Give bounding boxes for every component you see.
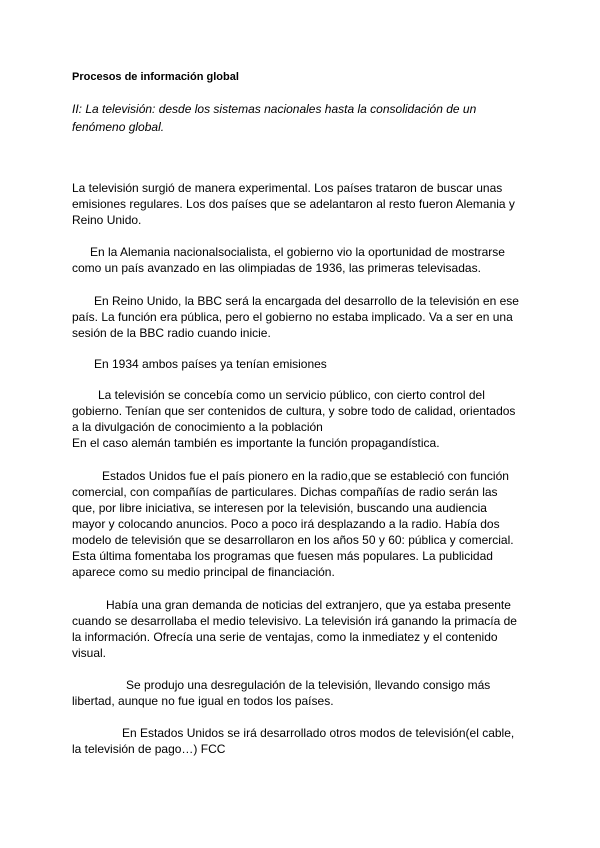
text-line: sesión de la BBC radio cuando inicie.: [72, 326, 271, 340]
text-line: cuando se desarrollaba el medio televisivo. La televisión irá ganando la primacía de: [72, 614, 517, 628]
subtitle-line: fenómeno global.: [72, 120, 165, 134]
text-line: La televisión se concebía como un servicio público, con cierto control del: [98, 388, 485, 402]
text-line: mayor y colocando anuncios. Poco a poco irá desplazando a la radio. Había dos: [72, 517, 500, 531]
text-line: como un país avanzado en las olimpiadas de 1936, las primeras televisadas.: [72, 261, 481, 275]
text-line: modelo de televisión que se desarrollaron en los años 50 y 60: pública y comercial.: [72, 533, 514, 547]
paragraph-tv-origins: [72, 180, 532, 228]
text-line: la televisión de pago…) FCC: [72, 742, 226, 756]
paragraph-news-demand: [72, 597, 532, 661]
paragraph-us-new-modes: [72, 725, 532, 757]
text-line: En el caso alemán también es importante la función propagandística.: [72, 436, 440, 450]
paragraph-public-service: [72, 387, 532, 451]
paragraph-uk-bbc: [72, 293, 532, 341]
text-line: En Reino Unido, la BBC será la encargada del desarrollo de la televisión en ese: [94, 294, 519, 308]
text-line: La televisión surgió de manera experimental. Los países trataron de buscar unas: [72, 181, 503, 195]
text-line: comercial, con compañías de particulares. Dichas compañías de radio serán las: [72, 485, 498, 499]
text-line: En 1934 ambos países ya tenían emisiones: [94, 357, 327, 371]
paragraph-deregulation: [72, 677, 532, 709]
text-line: En Estados Unidos se irá desarrollado otros modos de televisión(el cable,: [122, 726, 515, 740]
text-line: Estados Unidos fue el país pionero en la radio,que se estableció con función: [102, 469, 509, 483]
paragraph-germany: [72, 244, 532, 276]
text-line: libertad, aunque no fue igual en todos los países.: [72, 694, 334, 708]
text-line: aparece como su medio principal de financiación.: [72, 565, 335, 579]
text-line: Había una gran demanda de noticias del extranjero, que ya estaba presente: [106, 598, 511, 612]
document-subtitle: [72, 100, 532, 136]
text-line: En la Alemania nacionalsocialista, el gobierno vio la oportunidad de mostrarse: [90, 245, 505, 259]
text-line: la información. Ofrecía una serie de ventajas, como la inmediatez y el contenido: [72, 630, 498, 644]
text-line: país. La función era pública, pero el gobierno no estaba implicado. Va a ser en una: [72, 310, 513, 324]
text-line: que, por libre iniciativa, se interesen por la televisión, buscando una audiencia: [72, 501, 487, 515]
text-line: Esta última fomentaba los programas que fuesen más populares. La publicidad: [72, 549, 493, 563]
document-title: Procesos de información global: [72, 71, 239, 83]
text-line: emisiones regulares. Los dos países que se adelantaron al resto fueron Alemania y: [72, 197, 515, 211]
paragraph-united-states: [72, 468, 532, 580]
text-line: Se produjo una desregulación de la televisión, llevando consigo más: [126, 678, 491, 692]
text-line: a la divulgación de conocimiento a la población: [72, 420, 323, 434]
subtitle-line: II: La televisión: desde los sistemas nacionales hasta la consolidación de un: [72, 102, 477, 116]
text-line: gobierno. Tenían que ser contenidos de cultura, y sobre todo de calidad, orientados: [72, 404, 516, 418]
text-line: visual.: [72, 646, 107, 660]
paragraph-1934: [72, 356, 532, 372]
text-line: Reino Unido.: [72, 213, 142, 227]
